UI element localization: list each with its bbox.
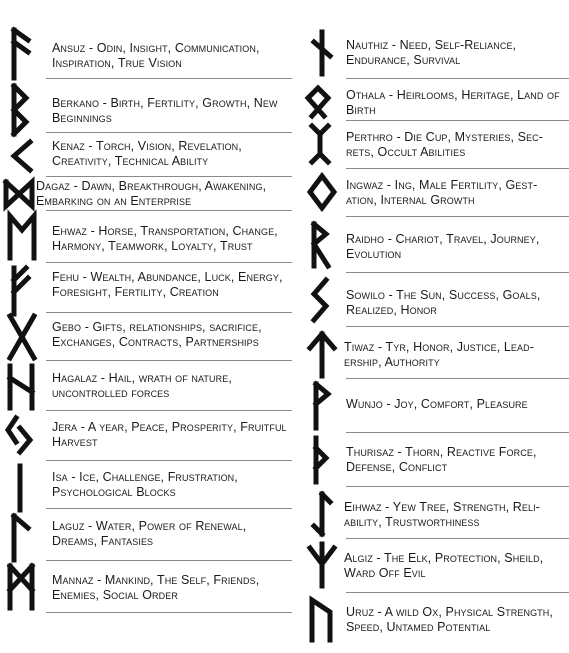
nauthiz-rune-icon — [306, 30, 340, 82]
ansuz-rune-icon — [6, 28, 40, 80]
list-item — [0, 134, 292, 176]
gebo-rune-icon — [6, 314, 40, 366]
divider — [46, 78, 292, 79]
ingwaz-rune-icon — [306, 170, 340, 222]
rune-description: Jera - A year, Peace, Prosperity, Fruitful Harvest — [52, 420, 287, 449]
list-item — [300, 120, 569, 168]
algiz-rune-icon — [306, 542, 340, 594]
rune-description: Raidho - Chariot, Travel, Journey, Evolution — [346, 232, 540, 261]
eihwaz-rune-icon — [306, 490, 340, 542]
jera-rune-icon — [6, 414, 40, 466]
list-item — [0, 262, 292, 312]
rune-description: Nauthiz - Need, Self-Reliance, Endurance, Survival — [346, 38, 517, 67]
list-item — [300, 486, 569, 538]
raidho-rune-icon — [306, 222, 340, 274]
rune-description: Wunjo - Joy, Comfort, Pleasure — [346, 397, 528, 411]
list-item — [300, 78, 569, 120]
list-item — [300, 432, 569, 486]
list-item — [0, 460, 292, 508]
list-item — [0, 560, 292, 612]
berkano-rune-icon — [6, 84, 40, 136]
list-item — [0, 508, 292, 560]
sowilo-rune-icon — [306, 276, 340, 328]
rune-description: Isa - Ice, Challenge, Frustration, Psychological Blocks — [52, 470, 238, 499]
list-item — [300, 272, 569, 326]
list-item — [0, 210, 292, 262]
mannaz-rune-icon — [6, 564, 40, 616]
rune-description: Othala - Heirlooms, Heritage, Land of Birth — [346, 88, 560, 117]
rune-description: Thurisaz - Thorn, Reactive Force, Defense, Conflict — [346, 445, 537, 474]
rune-description: Uruz - A wild Ox, Physical Strength, Speed, Untamed Potential — [346, 605, 553, 634]
perthro-rune-icon — [306, 122, 340, 174]
wunjo-rune-icon — [306, 382, 340, 434]
ehwaz-rune-icon — [6, 212, 40, 264]
rune-description: Ansuz - Odin, Insight, Communication, Inspiration, True Vision — [52, 41, 260, 70]
tiwaz-rune-icon — [306, 330, 340, 382]
list-item — [0, 410, 292, 460]
list-item — [300, 326, 569, 378]
divider — [46, 612, 292, 613]
list-item — [300, 592, 569, 648]
rune-description: Algiz - The Elk, Protection, Sheild, Ward Off Evil — [344, 551, 544, 580]
rune-description: Laguz - Water, Power of Renewal, Dreams, Fantasies — [52, 519, 247, 548]
list-item — [300, 216, 569, 272]
rune-description: Sowilo - The Sun, Success, Goals, Realized, Honor — [346, 288, 541, 317]
rune-description: Hagalaz - Hail, wrath of nature, uncontrolled forces — [52, 371, 232, 400]
rune-description: Perthro - Die Cup, Mysteries, Sec- rets, Occult Abilities — [346, 130, 544, 159]
list-item — [0, 312, 292, 360]
list-item — [0, 176, 292, 210]
list-item — [300, 538, 569, 592]
uruz-rune-icon — [306, 596, 340, 648]
list-item — [0, 360, 292, 410]
list-item — [300, 26, 569, 78]
divider — [46, 132, 292, 133]
rune-description: Mannaz - Mankind, The Self, Friends, Enemies, Social Order — [52, 573, 260, 602]
rune-description: Tiwaz - Tyr, Honor, Justice, Lead- ership, Authority — [344, 340, 534, 369]
rune-description: Fehu - Wealth, Abundance, Luck, Energy, Foresight, Fertility, Creation — [52, 270, 283, 299]
rune-description: Kenaz - Torch, Vision, Revelation, Creativity, Technical Ability — [52, 139, 242, 168]
rune-description: Gebo - Gifts, relationships, sacrifice, Exchanges, Contracts, Partnerships — [52, 320, 262, 349]
rune-description: Berkano - Birth, Fertility, Growth, New Beginnings — [52, 96, 278, 125]
rune-description: Eihwaz - Yew Tree, Strength, Reli- ability, Trustworthiness — [344, 500, 540, 529]
list-item — [300, 378, 569, 432]
hagalaz-rune-icon — [6, 364, 40, 416]
list-item — [300, 168, 569, 216]
rune-description: Dagaz - Dawn, Breakthrough, Awakening, Embarking on an Enterprise — [36, 179, 267, 208]
rune-description: Ingwaz - Ing, Male Fertility, Gest- ation, Internal Growth — [346, 178, 538, 207]
list-item — [0, 80, 292, 134]
rune-description: Ehwaz - Horse, Transportation, Change, Harmony, Teamwork, Loyalty, Trust — [52, 224, 278, 253]
fehu-rune-icon — [6, 266, 40, 318]
thurisaz-rune-icon — [306, 436, 340, 488]
list-item — [0, 26, 292, 80]
laguz-rune-icon — [6, 514, 40, 566]
